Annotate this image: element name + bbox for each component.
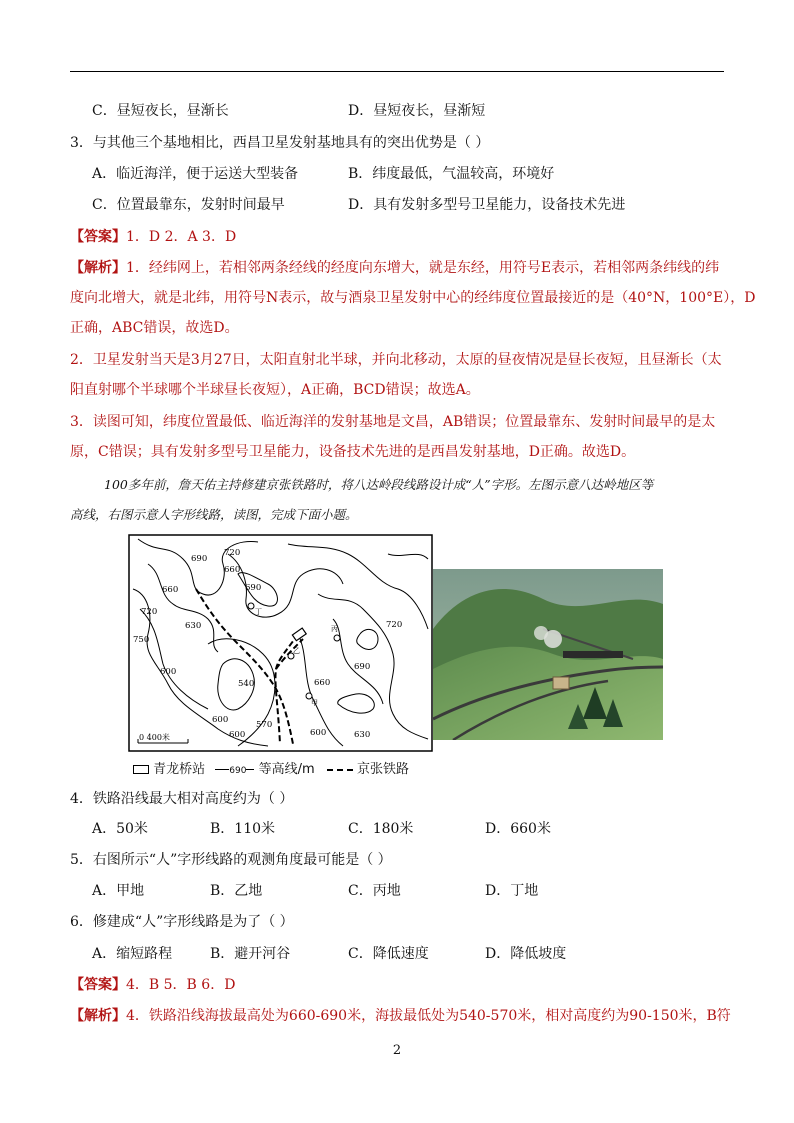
- contour-label: 690: [245, 583, 262, 593]
- legend-contour-sample: 690: [229, 766, 247, 776]
- contour-label: 660: [314, 678, 331, 688]
- answer-label: 【答案】: [70, 977, 126, 993]
- map-legend: [133, 758, 409, 777]
- contour-label: 660: [162, 585, 179, 595]
- legend-railway: 京张铁路: [356, 762, 409, 777]
- contour-legend-icon: [246, 769, 254, 770]
- answer-label: 【答案】: [70, 229, 126, 245]
- q3-option-a: A．临近海洋，便于运送大型装备: [92, 166, 299, 182]
- q5-option-b: B．乙地: [210, 883, 263, 899]
- contour-label: 690: [191, 554, 208, 564]
- photo-hill: [433, 647, 663, 740]
- analysis-label: 【解析】: [70, 1008, 126, 1024]
- q5-option-a: A．甲地: [92, 883, 145, 899]
- q5-option-c: C．丙地: [348, 883, 401, 899]
- photo-house: [553, 677, 569, 689]
- q6-option-d: D．降低坡度: [485, 946, 567, 962]
- analysis-line: [70, 1006, 731, 1026]
- contour-label: 720: [141, 607, 158, 617]
- place-label: 丙: [331, 625, 338, 633]
- contour-label: 720: [224, 548, 241, 558]
- q3-option-d: D．具有发射多型号卫星能力，设备技术先进: [348, 197, 626, 213]
- contour-label: 600: [212, 715, 229, 725]
- intro-line: 高线，右图示意人字形线路，读图，完成下面小题。: [70, 507, 358, 522]
- q6-option-b: B．避开河谷: [210, 946, 291, 962]
- place-label: 丁: [255, 608, 262, 616]
- contour-label: 660: [224, 565, 241, 575]
- q4-option-c: C．180米: [348, 821, 414, 837]
- q2-option-c: C．昼短夜长，昼渐长: [92, 103, 229, 119]
- contour-label: 750: [133, 635, 150, 645]
- analysis-line: [70, 258, 719, 278]
- q2-option-d: D．昼短夜长，昼渐短: [348, 103, 486, 119]
- station-legend-icon: [133, 765, 149, 774]
- q6-stem: 6．修建成“人”字形线路是为了（ ）: [70, 914, 294, 930]
- legend-contour: 等高线/m: [258, 762, 315, 777]
- q4-option-b: B．110米: [210, 821, 276, 837]
- contour-label: 600: [160, 667, 177, 677]
- legend-station: 青龙桥站: [153, 762, 206, 777]
- map-frame: [129, 535, 432, 751]
- answer-text: 1．D 2．A 3．D: [126, 229, 237, 245]
- analysis-label: 【解析】: [70, 260, 126, 276]
- analysis-line: 2．卫星发射当天是3月27日，太阳直射北半球，并向北移动，太原的昼夜情况是昼长夜短，且昼渐长（太: [70, 352, 722, 368]
- header-rule: [70, 71, 724, 72]
- contour-label: 720: [386, 620, 403, 630]
- q6-option-a: A．缩短路程: [92, 946, 173, 962]
- contour-label: 600: [229, 730, 246, 740]
- contour-label: 540: [238, 679, 255, 689]
- answer-block-1: [70, 227, 236, 247]
- place-marker: [248, 603, 254, 609]
- analysis-line: 3．读图可知，纬度位置最低、临近海洋的发射基地是文昌，AB错误；位置最靠东、发射时间最早的是太: [70, 414, 716, 430]
- contour-map: [128, 534, 433, 752]
- photo-train: [563, 651, 623, 658]
- railway-photo: [433, 569, 663, 740]
- q3-stem: 3．与其他三个基地相比，西昌卫星发射基地具有的突出优势是（ ）: [70, 135, 490, 151]
- contour-label: 570: [256, 720, 273, 730]
- q4-option-a: A．50米: [92, 821, 148, 837]
- intro-line: 100多年前，詹天佑主持修建京张铁路时，将八达岭段线路设计成“人”字形。左图示意八达岭地区等: [104, 477, 654, 492]
- contour-label: 630: [354, 730, 371, 740]
- q6-option-c: C．降低速度: [348, 946, 429, 962]
- analysis-line: 度向北增大，就是北纬，用符号N表示，故与酒泉卫星发射中心的经纬度位置最接近的是（40°N，100°E），D: [70, 290, 756, 306]
- contour-label: 690: [354, 662, 371, 672]
- analysis-line: 原，C错误；具有发射多型号卫星能力，设备技术先进的是西昌发射基地，D正确。故选D。: [70, 444, 636, 460]
- answer-text: 4．B 5．B 6．D: [126, 977, 236, 993]
- q3-option-c: C．位置最靠东，发射时间最早: [92, 197, 285, 213]
- q3-option-b: B．纬度最低，气温较高，环境好: [348, 166, 555, 182]
- analysis-text: 1．经纬网上，若相邻两条经线的经度向东增大，就是东经，用符号E表示，若相邻两条纬线的纬: [126, 260, 720, 276]
- analysis-text: 4．铁路沿线海拔最高处为660-690米，海拔最低处为540-570米，相对高度约为90-150米，B符: [126, 1008, 731, 1024]
- scale-label: 0 400米: [139, 733, 170, 742]
- q4-stem: 4．铁路沿线最大相对高度约为（ ）: [70, 791, 294, 807]
- contour-label: 600: [310, 728, 327, 738]
- q5-option-d: D．丁地: [485, 883, 539, 899]
- place-label: 甲: [311, 699, 318, 707]
- contour-legend-icon: [215, 769, 229, 770]
- analysis-line: 正确，ABC错误，故选D。: [70, 320, 239, 336]
- q5-stem: 5．右图所示“人”字形线路的观测角度最可能是（ ）: [70, 852, 392, 868]
- answer-block-2: [70, 975, 235, 995]
- contour-label: 630: [185, 621, 202, 631]
- analysis-line: 阳直射哪个半球哪个半球昼长夜短），A正确，BCD错误；故选A。: [70, 382, 480, 398]
- place-label: 乙: [293, 647, 300, 655]
- photo-smoke: [534, 626, 548, 640]
- railway-legend-icon: [327, 769, 353, 771]
- page-number: 2: [392, 1043, 402, 1058]
- q4-option-d: D．660米: [485, 821, 551, 837]
- place-marker: [334, 635, 340, 641]
